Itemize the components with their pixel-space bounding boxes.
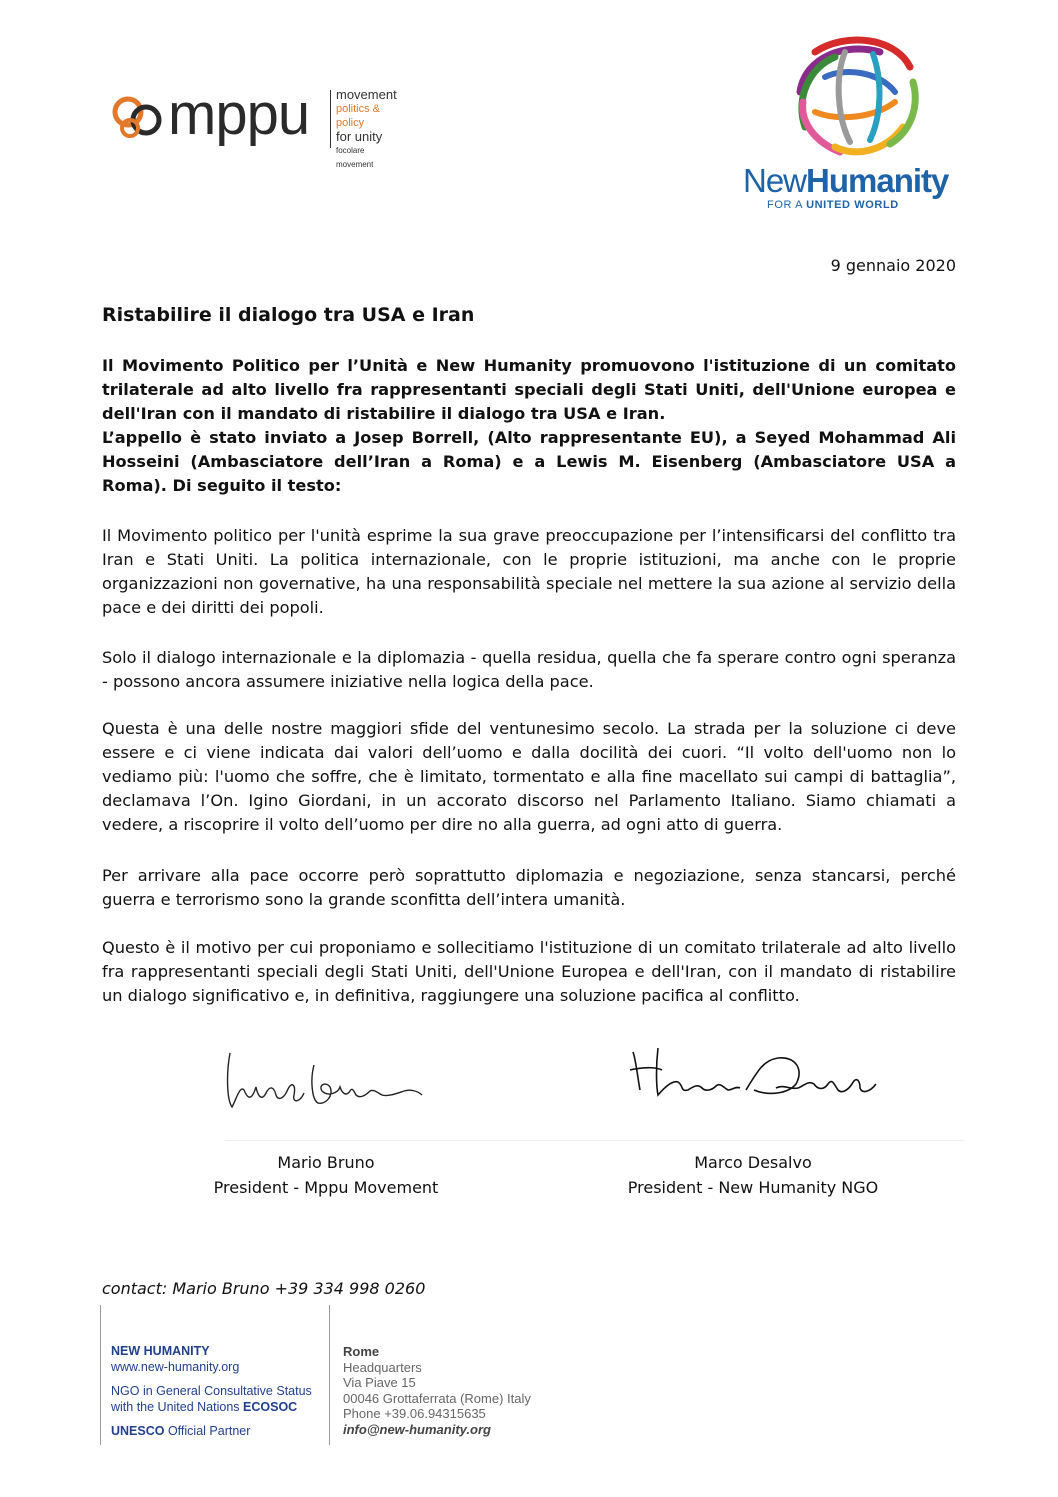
contact-line: contact: Mario Bruno +39 334 998 0260 bbox=[102, 1279, 426, 1298]
new-humanity-subtitle bbox=[767, 199, 899, 211]
footer-org-name: NEW HUMANITY bbox=[111, 1344, 210, 1358]
footer-divider bbox=[329, 1305, 330, 1445]
signature-mario-bruno bbox=[222, 1045, 462, 1115]
signer-name: Mario Bruno bbox=[277, 1153, 375, 1172]
footer-email-link[interactable]: info@new-humanity.org bbox=[343, 1421, 491, 1437]
body-paragraph: Solo il dialogo internazionale e la diplomazia - quella residua, quella che fa sperare contro ogni speranza - possono ancora assumere iniziative nella logica della pace. bbox=[102, 648, 956, 691]
new-humanity-wordmark bbox=[743, 163, 948, 199]
body-paragraph: Questo è il motivo per cui proponiamo e sollecitiamo l'istituzione di un comitato trilaterale ad alto livello fra rappresentanti speciali degli Stati Uniti, dell'Unione Europea e dell'Iran, con il mandato di ristabilire un dialogo significativo e, in definitiva, raggiungere una soluzione pacifica al conflitto. bbox=[102, 938, 956, 1005]
mppu-tagline bbox=[336, 88, 397, 172]
footer-status-line: NGO in General Consultative Status bbox=[111, 1384, 312, 1398]
footer-status-line bbox=[111, 1399, 312, 1415]
letter-title: Ristabilire il dialogo tra USA e Iran bbox=[102, 304, 475, 326]
nh-sub-light: FOR A bbox=[767, 199, 807, 211]
intro-paragraph: Il Movimento Politico per l’Unità e New Humanity promuovono l'istituzione di un comitato trilaterale ad alto livello fra rappresentanti speciali degli Stati Uniti, dell'Unione europea e dell'Iran con il mandato di ristabilire il dialogo tra USA e Iran. bbox=[102, 356, 956, 423]
signer-block bbox=[593, 1150, 913, 1200]
mppu-tagline-line: movement bbox=[336, 87, 397, 102]
signer-name: Marco Desalvo bbox=[694, 1153, 812, 1172]
footer-unesco-line bbox=[111, 1423, 312, 1439]
body-paragraph: Per arrivare alla pace occorre però soprattutto diplomazia e negoziazione, senza stancarsi, perché guerra e terrorismo sono la grande sconfitta dell’intera umanità. bbox=[102, 866, 956, 909]
nh-name-bold: Humanity bbox=[806, 162, 949, 199]
nh-name-light: New bbox=[743, 162, 807, 199]
intro-paragraph: L’appello è stato inviato a Josep Borrell, (Alto rappresentante EU), a Seyed Mohammad Ali Hosseini (Ambasciatore dell’Iran a Roma) e a Lewis M. Eisenberg (Ambasciatore USA a Roma). Di seguito il testo: bbox=[102, 428, 956, 495]
mppu-divider bbox=[330, 90, 331, 148]
body-paragraph: Questa è una delle nostre maggiori sfide del ventunesimo secolo. La strada per la soluzione ci deve essere e ci viene indicata dai valori dell’uomo e dalla docilità dei cuori. “Il volto dell'uomo non lo vediamo più: l'uomo che soffre, che è limitato, tormentato e alla fine macellato sui campi di battaglia”, declamava l’On. Igino Giordani, in un accorato discorso nel Parlamento Italiano. Siamo chiamati a vedere, a riscoprire il volto dell’uomo per dire no alla guerra, ad ogni atto di guerra. bbox=[102, 719, 956, 834]
footer-divider bbox=[100, 1305, 101, 1445]
footer-address-line: Headquarters bbox=[343, 1359, 422, 1375]
new-humanity-globe-icon bbox=[785, 32, 923, 160]
footer-unesco-text: Official Partner bbox=[164, 1424, 251, 1438]
signer-role: President - New Humanity NGO bbox=[627, 1178, 879, 1197]
signer-block bbox=[166, 1150, 486, 1200]
signer-role: President - Mppu Movement bbox=[213, 1178, 439, 1197]
signature-marco-desalvo bbox=[628, 1040, 888, 1110]
footer-organization bbox=[111, 1343, 312, 1439]
body-paragraph: Il Movimento politico per l'unità esprime la sua grave preoccupazione per l’intensificarsi del conflitto tra Iran e Stati Uniti. La politica internazionale, con le proprie istituzioni, ma anche con le proprie organizzazioni non governative, ha una responsabilità speciale nel mettere la sua azione al servizio della pace e dei diritti dei popoli. bbox=[102, 526, 956, 617]
footer-address-line: Via Piave 15 bbox=[343, 1375, 416, 1390]
footer-address-line: 00046 Grottaferrata (Rome) Italy bbox=[343, 1390, 531, 1406]
footer-city: Rome bbox=[343, 1344, 380, 1359]
mppu-tagline-line: focolare movement bbox=[336, 146, 374, 169]
footer-website-link[interactable]: www.new-humanity.org bbox=[111, 1360, 240, 1374]
letter-date: 9 gennaio 2020 bbox=[830, 256, 956, 275]
footer-phone: Phone +39.06.94315635 bbox=[343, 1406, 486, 1421]
mppu-wordmark: mppu bbox=[168, 82, 310, 147]
footer-ecosoc: ECOSOC bbox=[243, 1400, 298, 1414]
mppu-knot-icon bbox=[108, 90, 168, 144]
footer-address bbox=[343, 1344, 531, 1437]
footer-unesco: UNESCO bbox=[111, 1424, 165, 1438]
nh-sub-bold: UNITED WORLD bbox=[806, 199, 899, 211]
mppu-tagline-line: politics & policy bbox=[336, 103, 381, 129]
footer-status-text: with the United Nations bbox=[111, 1400, 244, 1414]
mppu-tagline-line: for unity bbox=[336, 129, 383, 144]
signature-divider bbox=[225, 1140, 965, 1141]
